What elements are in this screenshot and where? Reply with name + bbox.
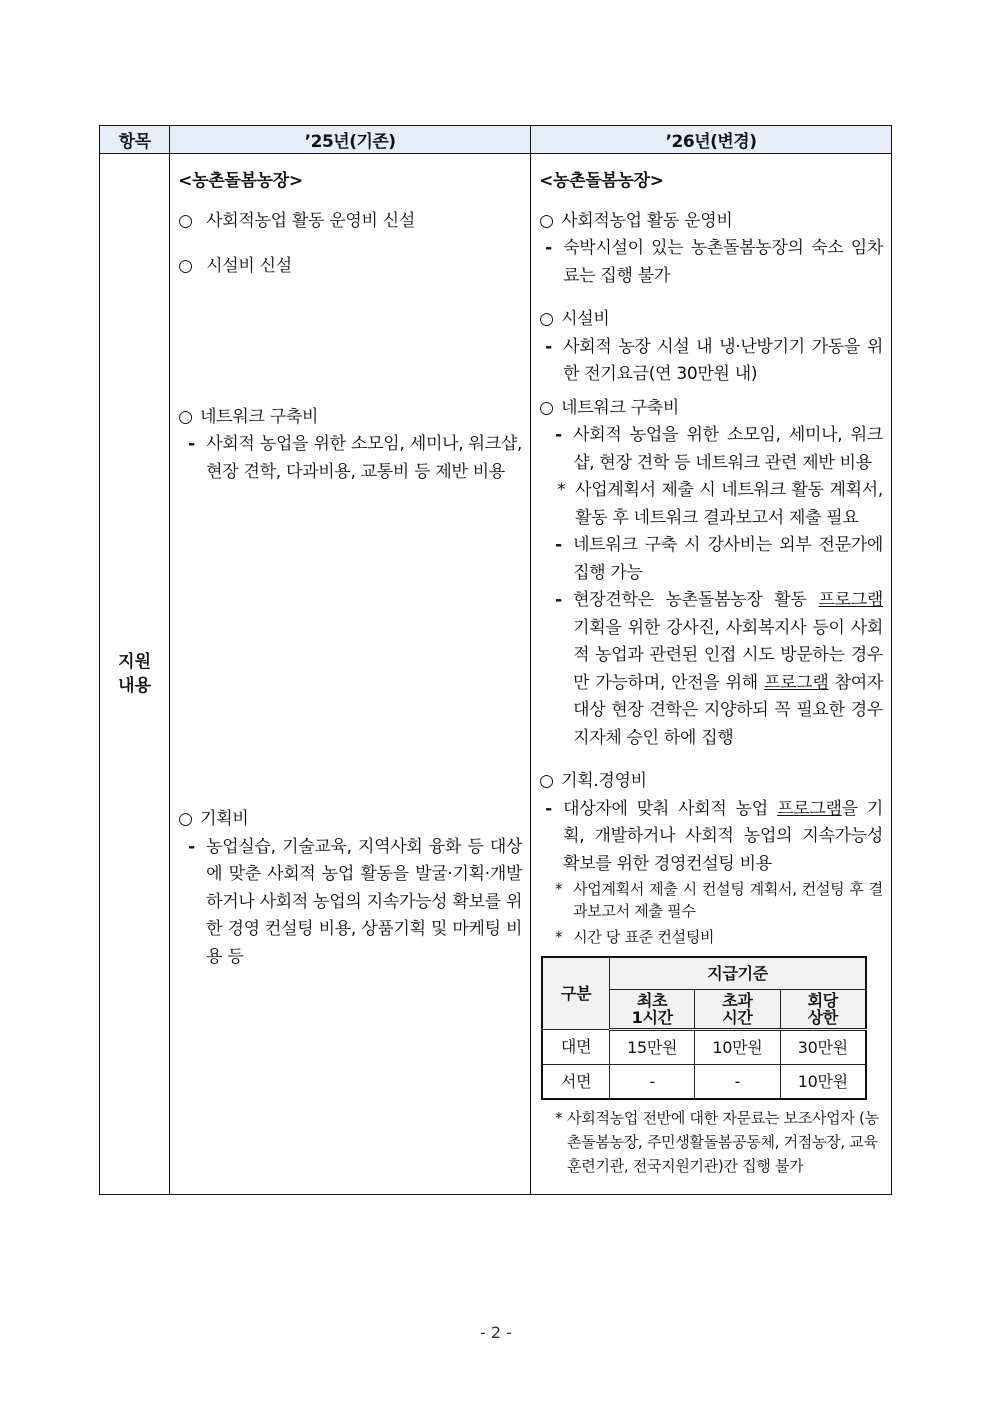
header-item: 항목	[100, 126, 170, 154]
asterisk-icon: *	[557, 480, 566, 500]
fee-col-extra-hour: 초과 시간	[695, 990, 780, 1030]
dash-bullet-icon: -	[188, 836, 195, 857]
new-item-operating-cost: ○ 사회적농업 활동 운영비	[539, 208, 883, 236]
new-planning-note-1: * 사업계획서 제출 시 컨설팅 계획서, 컨설팅 후 결과보고서 제출 필수	[555, 880, 883, 920]
fee-row-in-person: 대면 15만원 10만원 30만원	[542, 1030, 866, 1065]
dash-bullet-icon: -	[545, 238, 552, 258]
header-2025-existing: ’25년(기존)	[170, 126, 531, 154]
table-header-row	[100, 126, 892, 154]
fee-row-written: 서면 - - 10만원	[542, 1065, 866, 1100]
new-item-planning-mgmt-cost: ○ 기획.경영비	[539, 768, 883, 796]
dash-bullet-icon: -	[545, 336, 552, 357]
new-operating-detail: - 숙박시설이 있는 농촌돌봄농장의 숙소 임차료는 집행 불가	[539, 235, 883, 290]
item-label-line-1: 지원	[118, 652, 152, 672]
circle-bullet-icon: ○	[178, 256, 193, 276]
circle-bullet-icon: ○	[539, 309, 554, 329]
new-network-detail-3: - 현장견학은 농촌돌봄농장 활동 프로그램 기획을 위한 강사진, 사회복지사 등이 사회적 농업과 관련된 인접 시도 방문하는 경우만 가능하며, 안전을 위해 프로그램 참여자 대상 현장 견학은 지양하되 꼭 필요한 경우 지자체 승인 하에 집행	[539, 587, 883, 752]
table-row-support-content	[100, 154, 892, 1195]
circle-bullet-icon: ○	[539, 771, 554, 791]
underlined-program: 프로그램	[818, 590, 883, 610]
dash-bullet-icon: -	[555, 535, 562, 555]
underlined-program: 프로그램	[763, 672, 829, 693]
dash-bullet-icon: -	[555, 425, 562, 445]
old-planning-detail: - 농업실습, 기술교육, 지역사회 융화 등 대상에 맞춘 사회적 농업 활동을 발굴·기획·개발하거나 사회적 농업의 지속가능성 확보를 위한 경영 컨설팅 비용, 상품기획 및 마케팅 비용 등	[178, 834, 522, 972]
circle-bullet-icon: ○	[178, 809, 193, 829]
dash-bullet-icon: -	[188, 434, 195, 454]
old-section-title: <농촌돌봄농장>	[178, 171, 303, 191]
fee-col-category: 구분	[542, 957, 610, 1030]
old-content-cell	[170, 154, 531, 1195]
item-label-cell	[100, 154, 170, 1195]
old-item-planning-cost: ○ 기획비	[178, 806, 522, 834]
asterisk-icon: *	[555, 928, 563, 946]
asterisk-icon: *	[555, 1109, 563, 1127]
circle-bullet-icon: ○	[178, 406, 193, 427]
comparison-table	[99, 125, 892, 1195]
circle-bullet-icon: ○	[539, 397, 554, 418]
old-item-network-cost: ○ 네트워크 구축비	[178, 404, 522, 432]
header-2026-changed: ’26년(변경)	[531, 126, 892, 154]
dash-bullet-icon: -	[545, 798, 552, 819]
old-item-facility-cost: ○ 시설비 신설	[178, 253, 522, 281]
new-item-network-cost: ○ 네트워크 구축비	[539, 395, 883, 423]
page-number: - 2 -	[480, 1323, 512, 1342]
fee-col-per-session-cap: 회당 상한	[780, 990, 866, 1030]
dash-bullet-icon: -	[555, 590, 562, 610]
new-network-note: * 사업계획서 제출 시 네트워크 활동 계획서, 활동 후 네트워크 결과보고서 제출 필요	[539, 477, 883, 532]
underlined-program: 프로그램	[777, 798, 842, 819]
circle-bullet-icon: ○	[178, 210, 193, 231]
new-content-cell	[531, 154, 892, 1195]
new-planning-note-2: * 시간 당 표준 컨설팅비	[555, 928, 715, 946]
new-facility-detail: - 사회적 농장 시설 내 냉·난방기기 가동을 위한 전기요금(연 30만원 내)	[539, 334, 883, 389]
old-item-operating-cost: ○ 사회적농업 활동 운영비 신설	[178, 208, 522, 236]
circle-bullet-icon: ○	[539, 210, 554, 231]
asterisk-icon: *	[555, 880, 563, 898]
new-network-detail-2: - 네트워크 구축 시 강사비는 외부 전문가에 집행 가능	[539, 532, 883, 587]
new-network-detail-1: - 사회적 농업을 위한 소모임, 세미나, 워크샵, 현장 견학 등 네트워크 관련 제반 비용	[539, 422, 883, 477]
new-section-title: <농촌돌봄농장>	[539, 171, 664, 191]
new-planning-detail: - 대상자에 맞춰 사회적 농업 프로그램을 기획, 개발하거나 사회적 농업의 지속가능성 확보를 위한 경영컨설팅 비용	[539, 796, 883, 879]
fee-group-header: 지급기준	[610, 957, 867, 990]
old-network-detail: - 사회적 농업을 위한 소모임, 세미나, 워크샵, 현장 견학, 다과비용, 교통비 등 제반 비용	[178, 431, 522, 486]
consulting-fee-table	[541, 956, 867, 1100]
fee-col-first-hour: 최초 1시간	[610, 990, 695, 1030]
new-item-facility-cost: ○ 시설비	[539, 306, 883, 334]
item-label-line-2: 내용	[118, 676, 152, 696]
advisory-fee-footnote: * 사회적농업 전반에 대한 자문료는 보조사업자 (농촌돌봄농장, 주민생활돌봄공동체, 거점농장, 교육훈련기관, 전국지원기관)간 집행 불가	[539, 1106, 883, 1178]
